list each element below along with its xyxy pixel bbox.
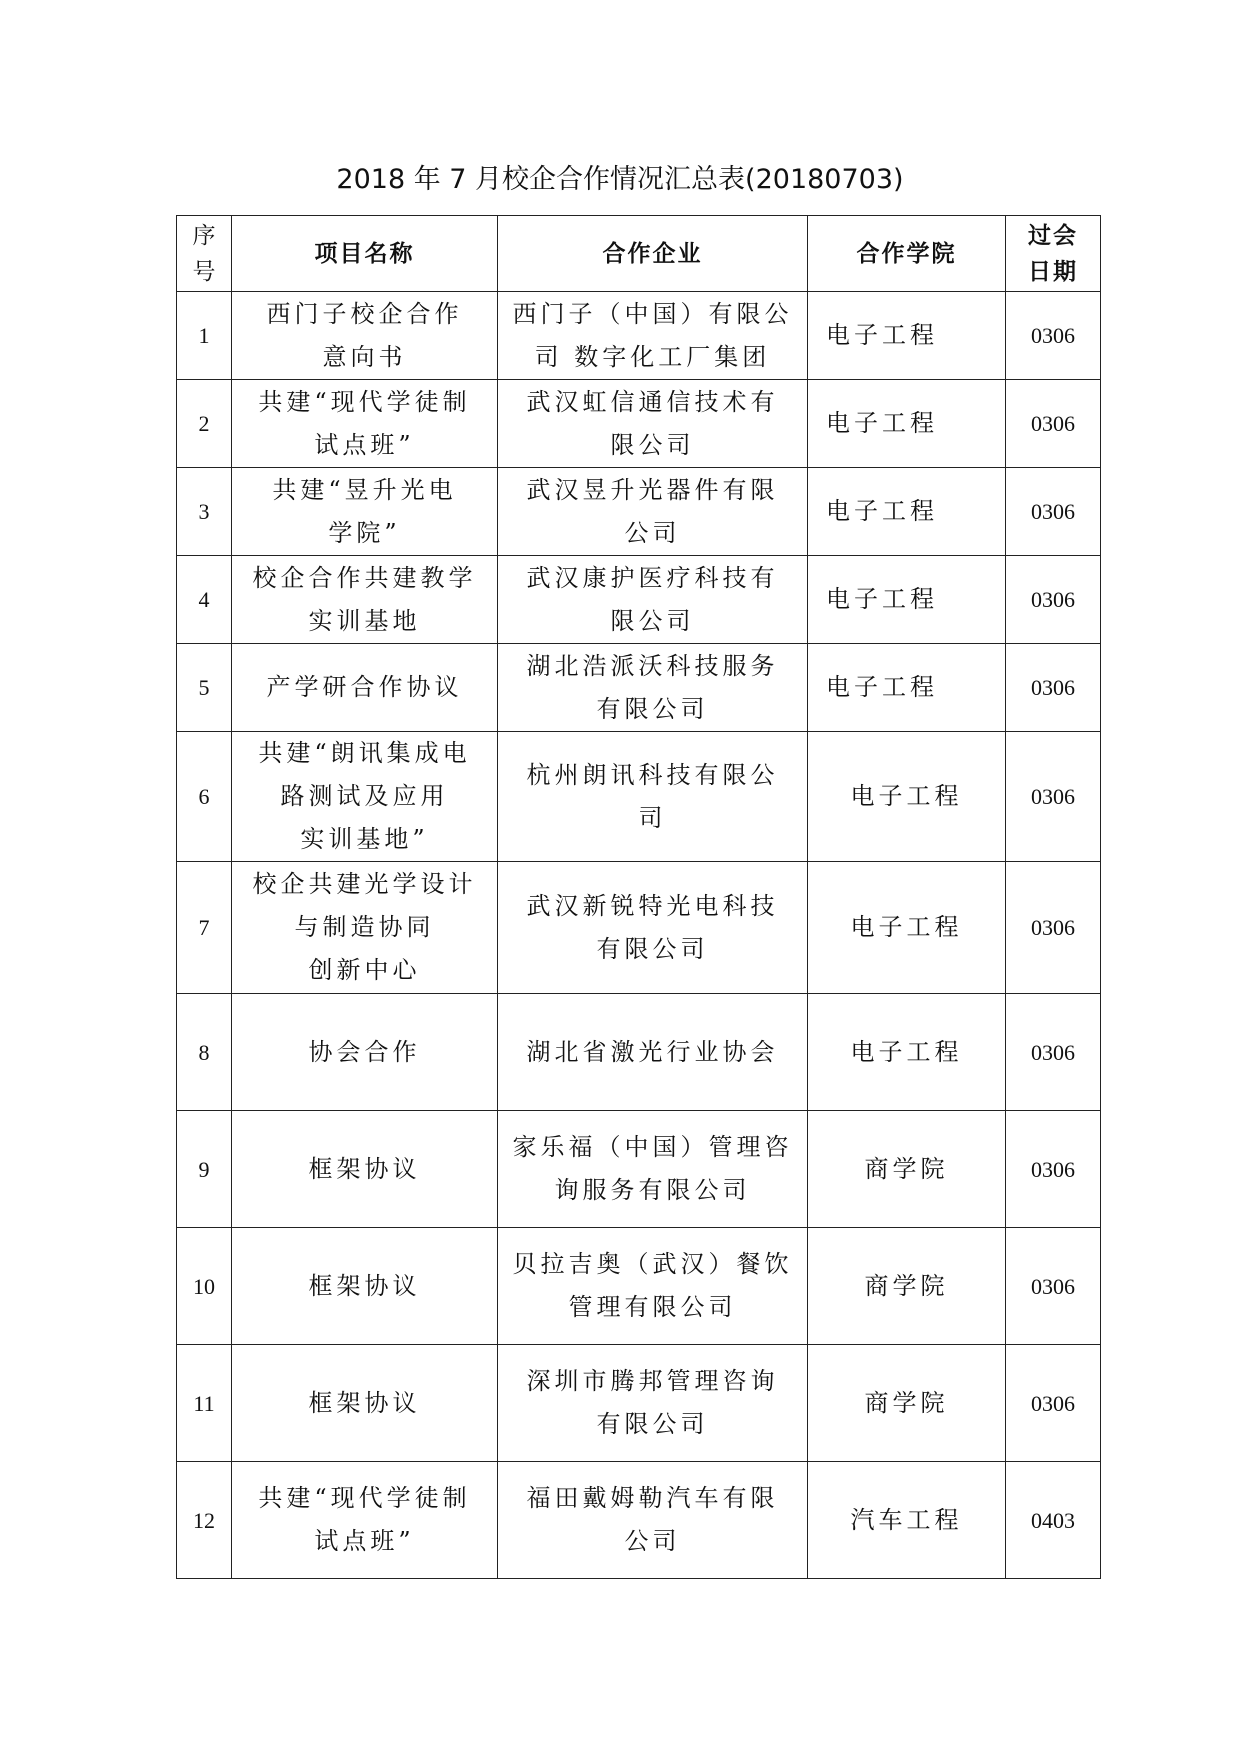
cell-college: 汽车工程 <box>808 1462 1006 1579</box>
cell-company: 武汉虹信通信技术有 限公司 <box>498 380 808 468</box>
cell-seq: 6 <box>177 732 232 862</box>
cell-project: 框架协议 <box>232 1345 498 1462</box>
cell-seq: 12 <box>177 1462 232 1579</box>
cell-college: 电子工程 <box>808 292 1006 380</box>
cell-seq: 10 <box>177 1228 232 1345</box>
table-row <box>177 1345 1101 1462</box>
cell-date: 0306 <box>1006 556 1101 644</box>
page-title: 2018 年 7 月校企合作情况汇总表(20180703) <box>336 164 904 195</box>
header-date: 过会 日期 <box>1006 216 1101 292</box>
cell-date: 0306 <box>1006 1345 1101 1462</box>
cell-college: 电子工程 <box>808 994 1006 1111</box>
cell-project: 框架协议 <box>232 1111 498 1228</box>
header-seq: 序 号 <box>177 216 232 292</box>
cell-project: 共建“昱升光电 学院” <box>232 468 498 556</box>
cell-seq: 9 <box>177 1111 232 1228</box>
cell-project: 共建“朗讯集成电 路测试及应用 实训基地” <box>232 732 498 862</box>
table-row <box>177 1462 1101 1579</box>
table-row <box>177 644 1101 732</box>
cell-date: 0306 <box>1006 862 1101 994</box>
cell-college: 商学院 <box>808 1345 1006 1462</box>
cell-project: 协会合作 <box>232 994 498 1111</box>
header-college: 合作学院 <box>808 216 1006 292</box>
cell-project: 共建“现代学徒制 试点班” <box>232 1462 498 1579</box>
cell-seq: 8 <box>177 994 232 1111</box>
cell-company: 贝拉吉奥（武汉）餐饮 管理有限公司 <box>498 1228 808 1345</box>
cell-seq: 7 <box>177 862 232 994</box>
cell-company: 家乐福（中国）管理咨 询服务有限公司 <box>498 1111 808 1228</box>
cell-seq: 4 <box>177 556 232 644</box>
cell-college: 商学院 <box>808 1111 1006 1228</box>
cell-date: 0403 <box>1006 1462 1101 1579</box>
cell-college: 电子工程 <box>808 556 1006 644</box>
cell-date: 0306 <box>1006 644 1101 732</box>
cell-date: 0306 <box>1006 468 1101 556</box>
table-row <box>177 556 1101 644</box>
cell-college: 电子工程 <box>808 644 1006 732</box>
table-row <box>177 380 1101 468</box>
cell-company: 福田戴姆勒汽车有限 公司 <box>498 1462 808 1579</box>
table-body <box>177 292 1101 1579</box>
table-row <box>177 1228 1101 1345</box>
table-header-row <box>177 216 1101 292</box>
cell-seq: 5 <box>177 644 232 732</box>
table-row <box>177 732 1101 862</box>
cell-college: 电子工程 <box>808 380 1006 468</box>
cell-company: 湖北浩派沃科技服务 有限公司 <box>498 644 808 732</box>
cell-college: 商学院 <box>808 1228 1006 1345</box>
cell-date: 0306 <box>1006 732 1101 862</box>
cell-date: 0306 <box>1006 380 1101 468</box>
header-project: 项目名称 <box>232 216 498 292</box>
cell-project: 校企共建光学设计 与制造协同 创新中心 <box>232 862 498 994</box>
cell-date: 0306 <box>1006 1228 1101 1345</box>
cell-company: 深圳市腾邦管理咨询 有限公司 <box>498 1345 808 1462</box>
cell-seq: 1 <box>177 292 232 380</box>
cell-date: 0306 <box>1006 292 1101 380</box>
cell-company: 湖北省激光行业协会 <box>498 994 808 1111</box>
cell-date: 0306 <box>1006 994 1101 1111</box>
cell-project: 校企合作共建教学 实训基地 <box>232 556 498 644</box>
table-row <box>177 994 1101 1111</box>
cell-seq: 2 <box>177 380 232 468</box>
cell-project: 产学研合作协议 <box>232 644 498 732</box>
table-row <box>177 1111 1101 1228</box>
table-row <box>177 862 1101 994</box>
cell-company: 武汉昱升光器件有限 公司 <box>498 468 808 556</box>
cell-company: 杭州朗讯科技有限公 司 <box>498 732 808 862</box>
cell-seq: 11 <box>177 1345 232 1462</box>
cell-company: 武汉康护医疗科技有 限公司 <box>498 556 808 644</box>
cell-company: 武汉新锐特光电科技 有限公司 <box>498 862 808 994</box>
cell-project: 西门子校企合作 意向书 <box>232 292 498 380</box>
cell-date: 0306 <box>1006 1111 1101 1228</box>
cell-college: 电子工程 <box>808 862 1006 994</box>
cell-college: 电子工程 <box>808 732 1006 862</box>
cell-college: 电子工程 <box>808 468 1006 556</box>
table-row <box>177 468 1101 556</box>
table-row <box>177 292 1101 380</box>
cell-seq: 3 <box>177 468 232 556</box>
cell-project: 共建“现代学徒制 试点班” <box>232 380 498 468</box>
cell-project: 框架协议 <box>232 1228 498 1345</box>
header-company: 合作企业 <box>498 216 808 292</box>
summary-table <box>176 215 1101 1579</box>
cell-company: 西门子（中国）有限公 司 数字化工厂集团 <box>498 292 808 380</box>
